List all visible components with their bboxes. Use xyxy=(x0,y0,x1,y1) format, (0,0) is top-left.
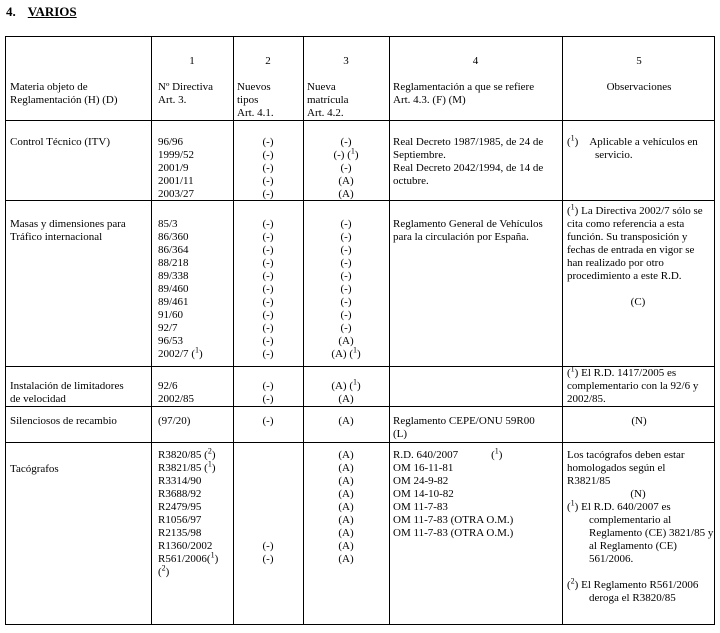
col-number-4: 4 xyxy=(472,55,479,67)
tacografos-nueva: (A) (A) (A) (A) (A) (A) (A) (A) (A) xyxy=(338,449,354,565)
tacografos-reglamentacion: R.D. 640/2007 ($^1$) OM 16-11-81 OM 24-9-82 OM 14-10-82 OM 11-7-83 OM 11-7-83 (OTRA O.M.) OM 11-7-83 (OTRA O.M.) xyxy=(393,446,514,539)
limitadores-directivas: 92/6 2002/85 xyxy=(158,380,195,405)
masas-nuevos: (-) (-) (-) (-) (-) (-) (-) (-) (-) (-) (-) xyxy=(262,218,274,360)
limitadores-nuevos: (-) (-) xyxy=(262,380,274,405)
tacografos-observaciones: Los tacógrafos deben estar homologados según el R3821/85 (N) ($^1$) El R.D. 640/2007 es complementario al Reglamento (CE) 3821/85 y al Reglamento (CE) 561/2006. ($^2$) El Reglamento R561/2006 deroga el R3820/85 xyxy=(567,449,714,604)
masas-materia: Masas y dimensiones para Tráfico internacional xyxy=(10,218,126,243)
header-reglamentacion: Reglamentación a que se refiere Art. 4.3. (F) (M) xyxy=(393,81,535,106)
col-number-2: 2 xyxy=(265,55,271,67)
limitadores-nueva: (A) ($^1$) (A) xyxy=(331,377,361,405)
tacografos-nuevos: (-) (-) xyxy=(262,540,274,565)
header-materia: Materia objeto de Reglamentación (H) (D) xyxy=(10,81,118,106)
header-nueva-matricula: Nueva matrícula Art. 4.2. xyxy=(307,81,349,119)
section-name: VARIOS xyxy=(27,4,77,19)
masas-observaciones: ($^1$) La Directiva 2002/7 sólo se cita como referencia a esta función. Su transposición y fechas de entrada en vigor se han realizado por otro procedimiento a este R.D. (C) xyxy=(567,202,703,308)
col-number-1: 1 xyxy=(189,55,195,67)
row-divider xyxy=(6,442,714,443)
col-number-5: 5 xyxy=(636,55,642,67)
section-title xyxy=(6,5,77,18)
itv-directivas: 96/96 1999/52 2001/9 2001/11 2003/27 xyxy=(158,136,195,200)
limitadores-materia: Instalación de limitadores de velocidad xyxy=(10,380,124,405)
row-divider xyxy=(6,120,714,121)
col-number-3: 3 xyxy=(343,55,349,67)
silenciosos-nuevos: (-) xyxy=(262,415,274,427)
header-observaciones: Observaciones xyxy=(606,81,672,93)
itv-reglamentacion: Real Decreto 1987/1985, de 24 de Septiembre. Real Decreto 2042/1994, de 14 de octubre. xyxy=(393,136,544,187)
itv-nueva: (-) (-) ($^1$) (-) (A) (A) xyxy=(333,136,359,200)
itv-nuevos: (-) (-) (-) (-) (-) xyxy=(262,136,274,200)
silenciosos-directiva: (97/20) xyxy=(158,415,191,427)
header-directiva: Nº Directiva Art. 3. xyxy=(158,81,214,106)
itv-observaciones: ($^1$) Aplicable a vehículos en servicio. xyxy=(567,133,698,161)
masas-reglamentacion: Reglamento General de Vehículos para la circulación por España. xyxy=(393,218,543,243)
silenciosos-materia: Silenciosos de recambio xyxy=(10,415,117,427)
row-divider xyxy=(6,406,714,407)
tacografos-materia: Tacógrafos xyxy=(10,463,59,475)
silenciosos-nueva: (A) xyxy=(338,415,354,427)
column-divider xyxy=(389,37,390,624)
limitadores-observaciones: ($^1$) El R.D. 1417/2005 es complementario con la 92/6 y 2002/85. xyxy=(567,364,699,405)
tacografos-directivas: R3820/85 ($^2$) R3821/85 ($^1$) R3314/90 R3688/92 R2479/95 R1056/97 R2135/98 R1360/2002 R561/2006($^1$) ($^2$) xyxy=(158,446,219,578)
header-nuevos-tipos: Nuevos tipos Art. 4.1. xyxy=(237,81,274,119)
itv-materia: Control Técnico (ITV) xyxy=(10,136,110,148)
masas-directivas: 85/3 86/360 86/364 88/218 89/338 89/460 89/461 91/60 92/7 96/53 2002/7 ($^1$) xyxy=(158,218,203,360)
regulation-table xyxy=(5,36,715,625)
masas-nueva: (-) (-) (-) (-) (-) (-) (-) (-) (-) (A) (A) ($^1$) xyxy=(331,218,361,360)
section-number: 4. xyxy=(6,4,16,19)
silenciosos-reglamentacion: Reglamento CEPE/ONU 59R00 (L) xyxy=(393,415,535,440)
column-divider xyxy=(151,37,152,624)
column-divider xyxy=(562,37,563,624)
silenciosos-observaciones: (N) xyxy=(631,415,647,427)
